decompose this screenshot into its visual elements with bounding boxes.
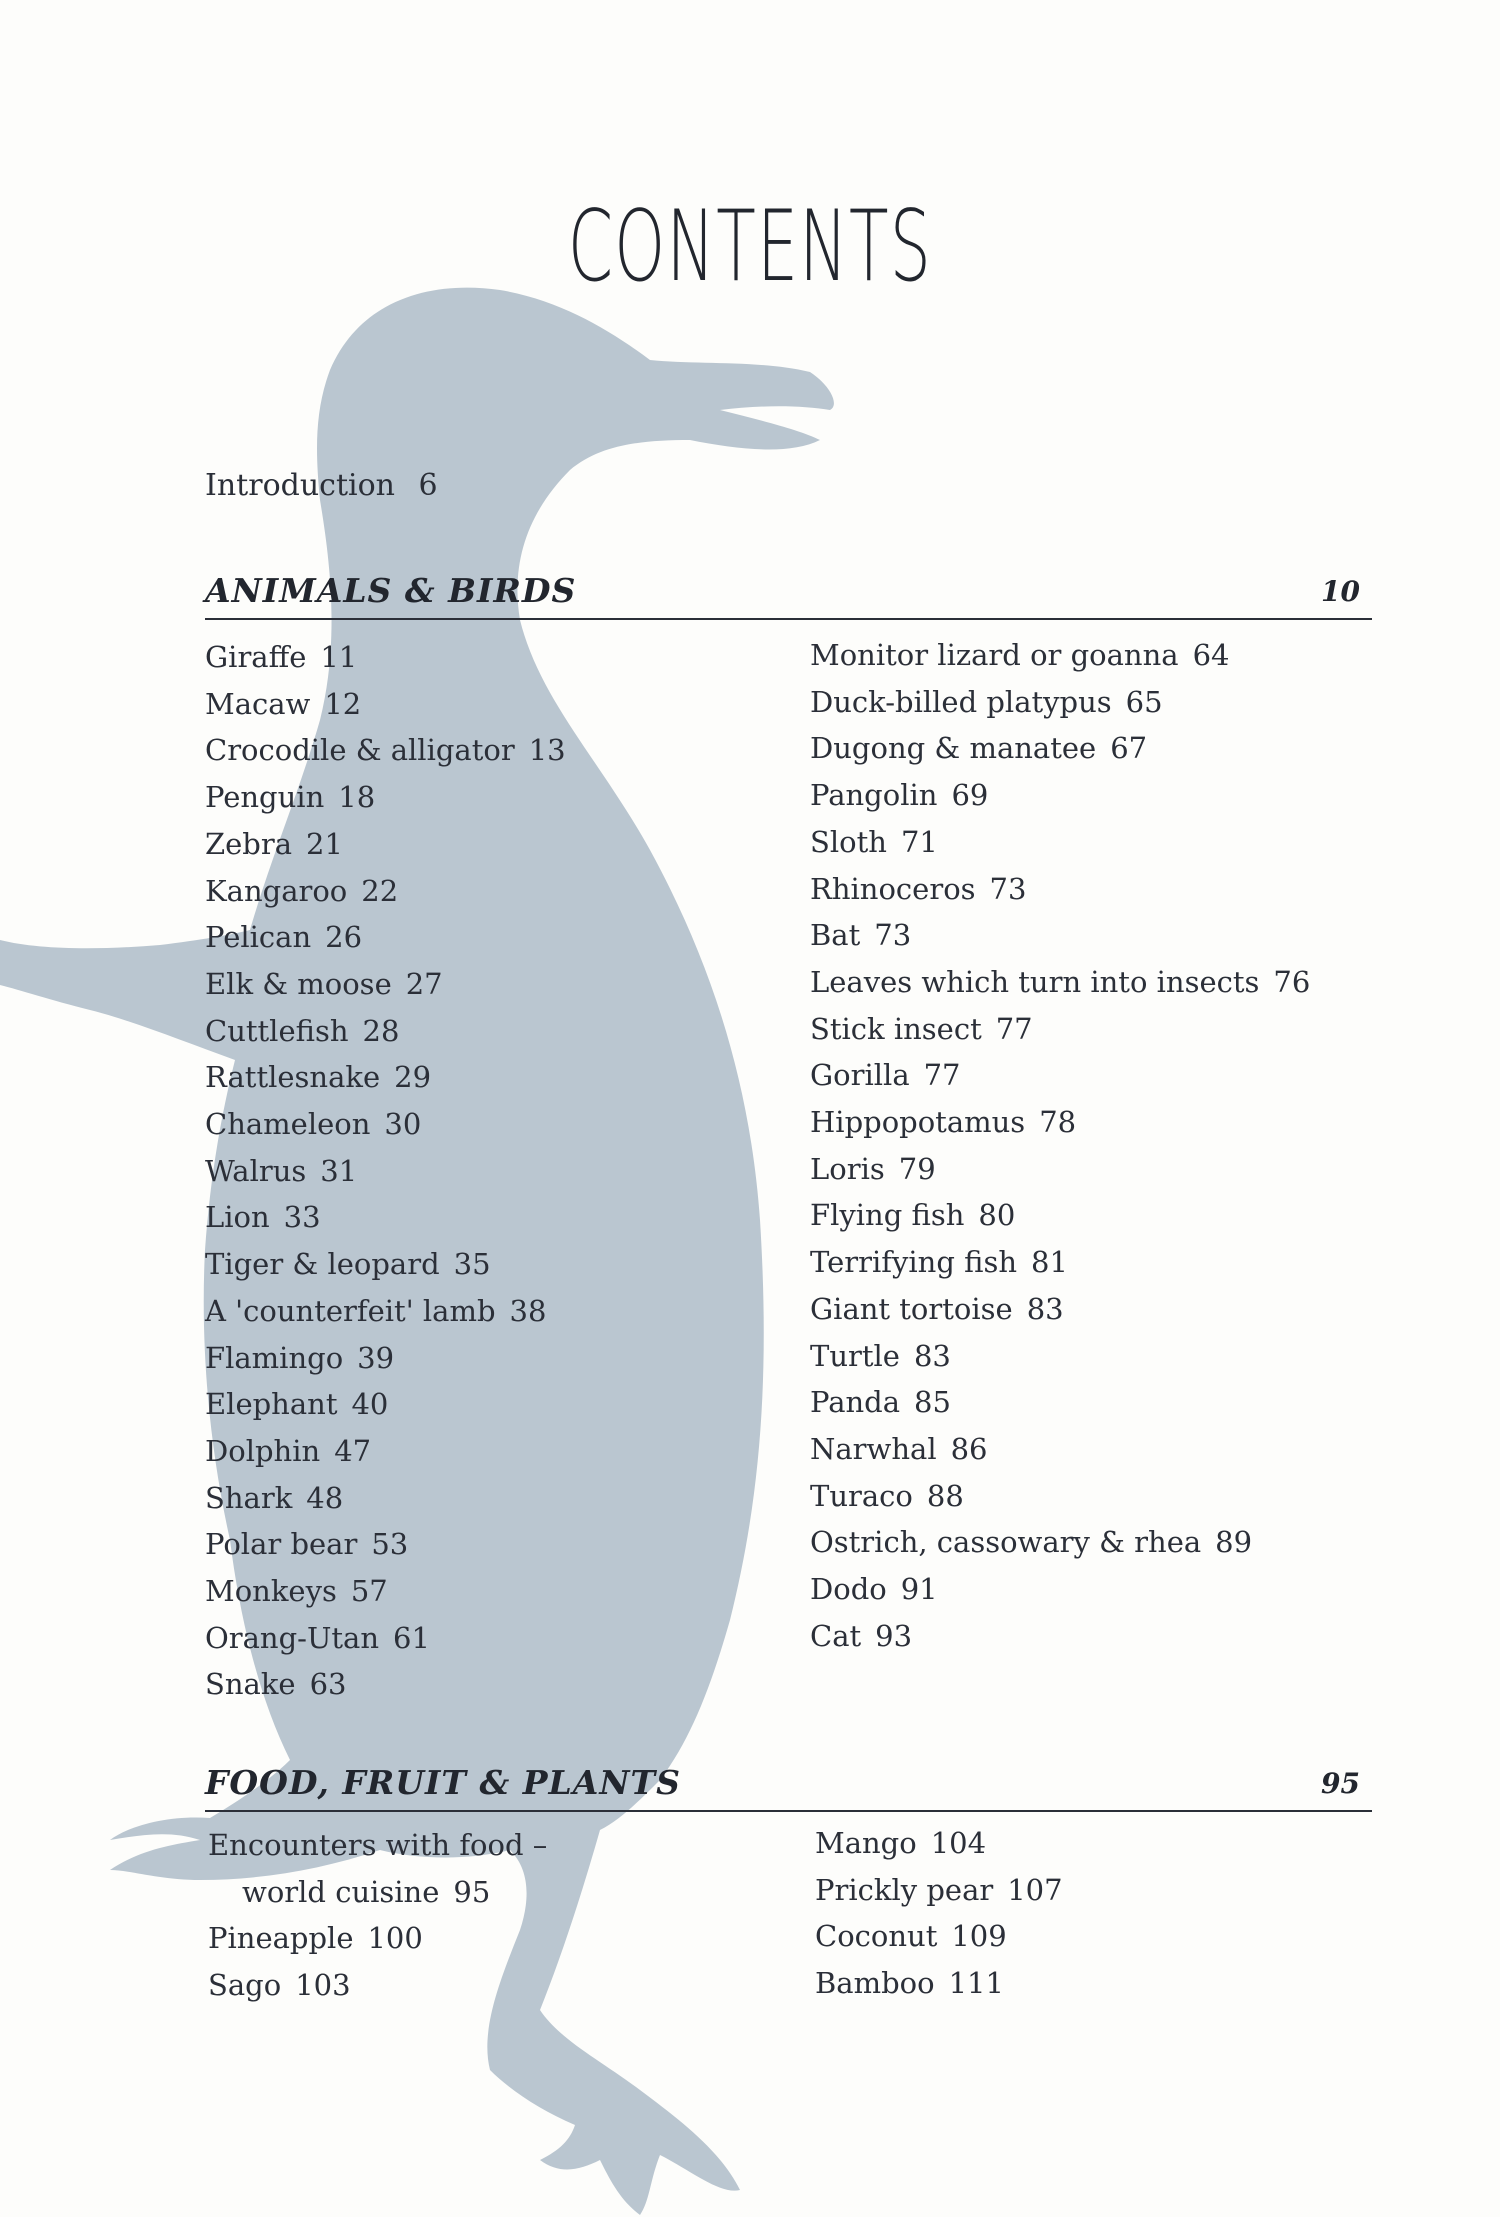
- toc-entry-continuation-text: world cuisine: [242, 1874, 440, 1909]
- toc-entry[interactable]: [205, 1241, 566, 1288]
- toc-entry-label: Panda: [810, 1385, 901, 1420]
- toc-entry-label: Encounters with food –: [208, 1828, 548, 1862]
- toc-entry-page-number: 12: [324, 686, 362, 721]
- toc-entry-label: Pangolin: [810, 778, 938, 813]
- toc-entry[interactable]: [205, 1568, 566, 1615]
- toc-entry-page-number: 11: [320, 640, 358, 674]
- toc-entry-page-number: 78: [1039, 1105, 1077, 1140]
- toc-entry[interactable]: [810, 1192, 1310, 1239]
- toc-entry-page-number: 80: [978, 1198, 1016, 1233]
- toc-entry-label: Crocodile & alligator: [205, 733, 515, 768]
- toc-entry-label: Dodo: [810, 1572, 887, 1607]
- toc-entry[interactable]: [205, 821, 566, 868]
- toc-entry[interactable]: [810, 1146, 1310, 1193]
- toc-entry-label: Elk & moose: [205, 966, 392, 1001]
- section-title: ANIMALS & BIRDS: [205, 571, 577, 610]
- toc-entry-label: Turtle: [810, 1338, 900, 1373]
- toc-entry[interactable]: [810, 1566, 1310, 1613]
- toc-entry-page-number: 73: [874, 918, 912, 953]
- toc-entry-label: Tiger & leopard: [205, 1247, 440, 1282]
- toc-entry-label: Rattlesnake: [205, 1060, 381, 1095]
- toc-entry-page-number: 109: [951, 1919, 1007, 1954]
- toc-entry[interactable]: [205, 681, 566, 728]
- toc-entry-page-number: 67: [1110, 731, 1148, 766]
- toc-entry-page-number: 64: [1192, 638, 1230, 672]
- toc-entry[interactable]: [810, 632, 1310, 679]
- toc-entry-page-number: 81: [1031, 1245, 1068, 1280]
- toc-entry-page-number: 18: [338, 780, 376, 815]
- toc-entry-label: Bamboo: [815, 1966, 935, 2001]
- toc-entry[interactable]: [810, 1239, 1310, 1286]
- intro-label: Introduction: [205, 468, 395, 503]
- toc-entry[interactable]: [205, 914, 566, 961]
- toc-entry-label: Ostrich, cassowary & rhea: [810, 1525, 1202, 1560]
- toc-entry-page-number: 88: [926, 1478, 964, 1513]
- toc-entry-label: Chameleon: [205, 1107, 371, 1142]
- toc-entry-label: Prickly pear: [815, 1872, 994, 1907]
- toc-entry-page-number: 71: [900, 824, 938, 859]
- toc-entry-label: Lion: [205, 1200, 270, 1235]
- toc-entry-page-number: 69: [951, 778, 989, 813]
- toc-entry[interactable]: [810, 679, 1310, 726]
- toc-entry-page-number: 83: [1026, 1291, 1064, 1326]
- toc-entry[interactable]: [815, 1960, 1063, 2007]
- toc-entry[interactable]: [205, 1008, 566, 1055]
- toc-entry-page-number: 39: [357, 1340, 395, 1375]
- toc-entry[interactable]: [205, 774, 566, 821]
- toc-entry[interactable]: [815, 1913, 1063, 1960]
- toc-entry-label: Giraffe: [205, 640, 307, 674]
- toc-entry-label: Cuttlefish: [205, 1013, 349, 1048]
- toc-entry-page-number: 85: [914, 1385, 951, 1420]
- toc-entry[interactable]: [810, 1286, 1310, 1333]
- toc-entry-page-number: 95: [453, 1874, 491, 1909]
- toc-entry[interactable]: [205, 1194, 566, 1241]
- toc-entry-page-number: 29: [394, 1060, 432, 1095]
- toc-entry[interactable]: [810, 1006, 1310, 1053]
- toc-entry-label: Pelican: [205, 920, 312, 955]
- toc-entry-page-number: 40: [351, 1387, 389, 1422]
- toc-entry[interactable]: [810, 1426, 1310, 1473]
- toc-entry-label: Penguin: [205, 780, 325, 815]
- toc-entry-page-number: 77: [995, 1011, 1033, 1046]
- toc-entry-page-number: 63: [309, 1667, 347, 1702]
- toc-entry-label: Orang-Utan: [205, 1620, 380, 1655]
- animals-birds-right-column: [810, 632, 1310, 1659]
- toc-entry[interactable]: [205, 727, 566, 774]
- intro-page-number: 6: [418, 468, 438, 503]
- toc-entry-page-number: 53: [371, 1527, 409, 1562]
- toc-entry-label: Loris: [810, 1151, 885, 1186]
- toc-entry-label: Sago: [208, 1968, 282, 2003]
- toc-entry-label: Terrifying fish: [810, 1245, 1018, 1280]
- toc-entry-page-number: 76: [1273, 964, 1311, 999]
- section-header-food-fruit-plants: [205, 1752, 1372, 1812]
- toc-entry[interactable]: [208, 1822, 547, 1915]
- toc-entry-label: Gorilla: [810, 1058, 910, 1093]
- toc-entry[interactable]: [205, 1475, 566, 1522]
- toc-entry[interactable]: [205, 1101, 566, 1148]
- toc-entry-label: Shark: [205, 1480, 293, 1515]
- toc-entry-label: Cat: [810, 1618, 862, 1653]
- toc-entry-page-number: 31: [320, 1153, 358, 1188]
- section-header-animals-birds: [205, 560, 1372, 620]
- toc-entry[interactable]: [815, 1820, 1063, 1867]
- intro-entry[interactable]: [205, 468, 438, 503]
- toc-entry-page-number: 83: [913, 1338, 951, 1373]
- toc-entry-page-number: 47: [334, 1433, 372, 1468]
- toc-entry[interactable]: [205, 634, 566, 681]
- toc-entry[interactable]: [205, 1521, 566, 1568]
- section-page-number: 95: [1321, 1767, 1360, 1800]
- toc-entry-page-number: 91: [900, 1572, 938, 1607]
- section-title: FOOD, FRUIT & PLANTS: [205, 1763, 681, 1802]
- toc-entry-label: Zebra: [205, 826, 293, 861]
- toc-entry-label: Snake: [205, 1667, 296, 1702]
- toc-entry-label: Dolphin: [205, 1433, 321, 1468]
- toc-entry-page-number: 35: [453, 1247, 491, 1282]
- toc-entry-page-number: 73: [989, 871, 1027, 906]
- toc-entry-page-number: 89: [1215, 1525, 1253, 1560]
- toc-entry-label: Polar bear: [205, 1527, 358, 1562]
- toc-entry-page-number: 27: [405, 966, 443, 1001]
- toc-entry[interactable]: [205, 1615, 566, 1662]
- toc-entry-page-number: 38: [509, 1293, 547, 1328]
- toc-entry[interactable]: [205, 1661, 566, 1708]
- food-left-column: [208, 1822, 547, 2009]
- toc-entry[interactable]: [205, 1148, 566, 1195]
- toc-entry-page-number: 100: [367, 1921, 423, 1956]
- toc-entry-label: Walrus: [205, 1153, 307, 1188]
- toc-entry[interactable]: [205, 868, 566, 915]
- toc-entry-page-number: 65: [1125, 684, 1163, 719]
- toc-entry[interactable]: [810, 772, 1310, 819]
- toc-entry-label: Narwhal: [810, 1431, 937, 1466]
- toc-entry[interactable]: [205, 1054, 566, 1101]
- toc-entry[interactable]: [815, 1867, 1063, 1914]
- toc-entry-page-number: 103: [295, 1968, 351, 2003]
- toc-entry-label: Kangaroo: [205, 873, 348, 908]
- toc-entry-page-number: 21: [306, 826, 343, 861]
- toc-entry-page-number: 57: [350, 1574, 388, 1609]
- toc-entry[interactable]: [205, 1335, 566, 1382]
- toc-entry-label: Monkeys: [205, 1574, 337, 1609]
- toc-entry-page-number: 33: [283, 1200, 321, 1235]
- toc-entry[interactable]: [810, 1099, 1310, 1146]
- toc-entry-label: Flying fish: [810, 1198, 965, 1233]
- toc-entry-page-number: 104: [930, 1826, 987, 1860]
- toc-entry[interactable]: [208, 1962, 547, 2009]
- toc-entry-label: Stick insect: [810, 1011, 982, 1046]
- toc-entry-page-number: 22: [361, 873, 399, 908]
- food-right-column: [815, 1820, 1063, 2007]
- toc-entry[interactable]: [810, 1333, 1310, 1380]
- toc-entry-label: Rhinoceros: [810, 871, 976, 906]
- toc-entry[interactable]: [205, 1428, 566, 1475]
- toc-entry-label: Macaw: [205, 686, 311, 721]
- toc-entry[interactable]: [810, 959, 1310, 1006]
- toc-entry[interactable]: [205, 961, 566, 1008]
- toc-entry-label: A 'counterfeit' lamb: [205, 1293, 496, 1328]
- toc-entry[interactable]: [205, 1381, 566, 1428]
- toc-entry-label: Flamingo: [205, 1340, 344, 1375]
- toc-entry[interactable]: [810, 725, 1310, 772]
- page-title: CONTENTS: [567, 190, 933, 304]
- toc-entry-page-number: 111: [948, 1966, 1004, 2001]
- toc-entry-page-number: 48: [306, 1480, 344, 1515]
- toc-entry-page-number: 79: [898, 1151, 936, 1186]
- section-page-number: 10: [1321, 575, 1360, 608]
- toc-entry-page-number: 107: [1007, 1872, 1063, 1907]
- toc-entry[interactable]: [810, 912, 1310, 959]
- toc-entry-label: Mango: [815, 1826, 917, 1860]
- toc-entry-label: Hippopotamus: [810, 1105, 1026, 1140]
- toc-entry-label: Pineapple: [208, 1921, 354, 1956]
- toc-entry-label: Dugong & manatee: [810, 731, 1097, 766]
- toc-entry[interactable]: [208, 1915, 547, 1962]
- toc-entry-page-number: 13: [528, 733, 566, 768]
- toc-entry[interactable]: [810, 1052, 1310, 1099]
- toc-entry-page-number: 93: [875, 1618, 913, 1653]
- animals-birds-left-column: [205, 634, 566, 1708]
- toc-entry-page-number: 86: [950, 1431, 988, 1466]
- toc-entry[interactable]: [810, 866, 1310, 913]
- section-divider: [205, 618, 1372, 620]
- toc-entry[interactable]: [810, 1519, 1310, 1566]
- toc-entry-label: Elephant: [205, 1387, 338, 1422]
- toc-entry-label: Sloth: [810, 824, 887, 859]
- toc-entry-page-number: 28: [362, 1013, 400, 1048]
- toc-entry[interactable]: [205, 1288, 566, 1335]
- toc-entry-page-number: 30: [384, 1107, 422, 1142]
- toc-entry-page-number: 77: [923, 1058, 961, 1093]
- toc-entry-label: Turaco: [810, 1478, 913, 1513]
- toc-entry-label: Bat: [810, 918, 861, 953]
- toc-entry-page-number: 26: [325, 920, 363, 955]
- toc-entry-label: Giant tortoise: [810, 1291, 1013, 1326]
- toc-entry-page-number: 61: [393, 1620, 430, 1655]
- toc-entry[interactable]: [810, 1613, 1310, 1660]
- toc-entry[interactable]: [810, 819, 1310, 866]
- toc-entry-label-continuation: [208, 1869, 547, 1916]
- toc-entry-label: Monitor lizard or goanna: [810, 638, 1179, 672]
- toc-entry-label: Duck-billed platypus: [810, 684, 1112, 719]
- toc-entry[interactable]: [810, 1473, 1310, 1520]
- toc-entry-label: Coconut: [815, 1919, 938, 1954]
- section-divider: [205, 1810, 1372, 1812]
- toc-entry[interactable]: [810, 1379, 1310, 1426]
- toc-entry-label: Leaves which turn into insects: [810, 964, 1260, 999]
